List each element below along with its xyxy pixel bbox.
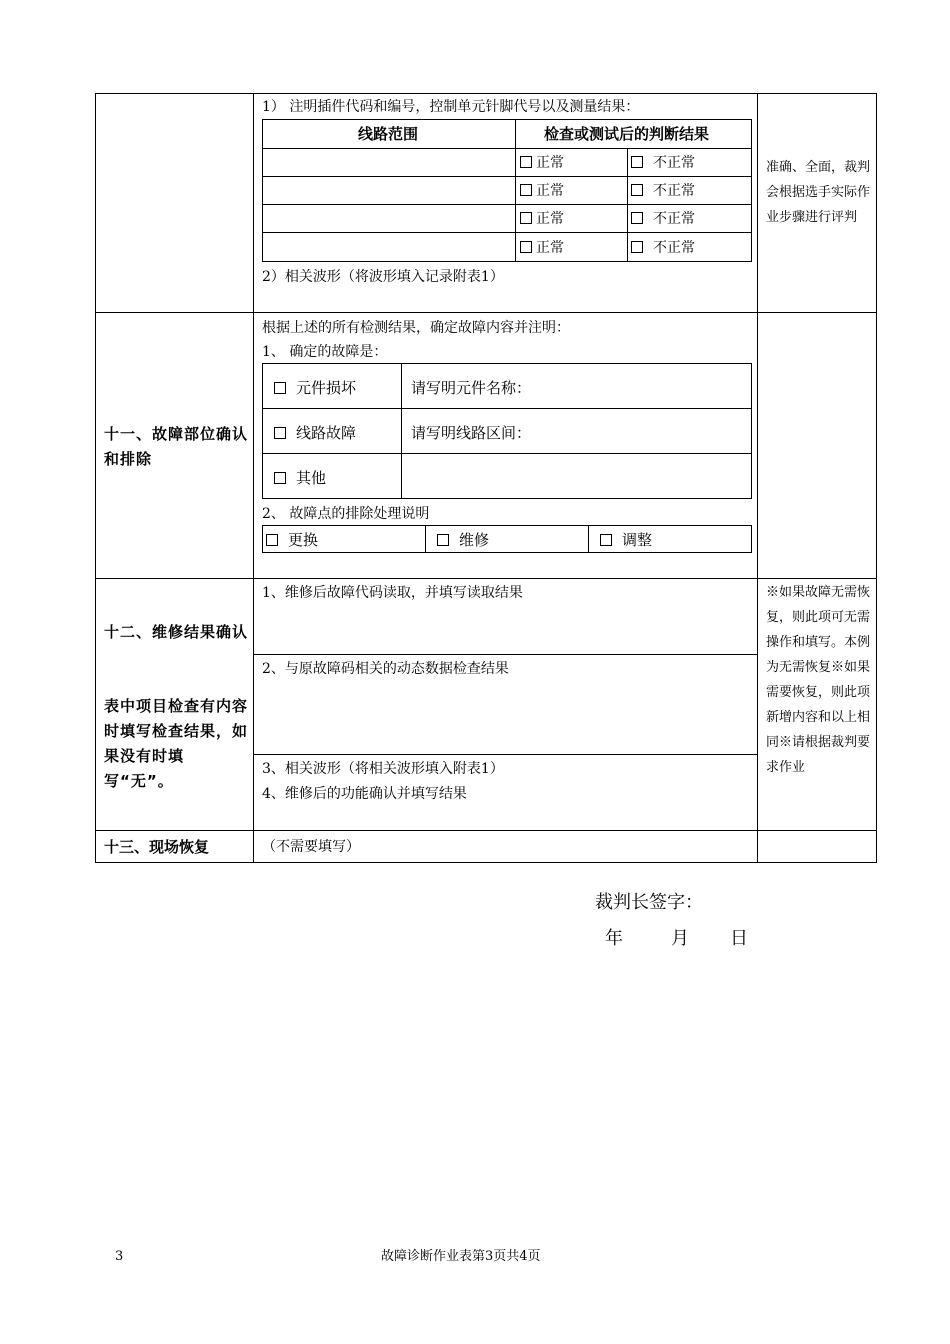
side-note-evaluation: 准确、全面，裁判会根据选手实际作业步骤进行评判 bbox=[766, 160, 871, 225]
side-note-restore: ※如果故障无需恢复，则此项可无需操作和填写。本例为无需恢复※如果需要恢复，则此项新增内容和以上相同※请根据裁判要求作业 bbox=[766, 585, 871, 775]
checkbox-adjust[interactable]: 调整 bbox=[600, 531, 652, 549]
row-divider bbox=[95, 312, 877, 313]
checkbox-icon bbox=[437, 534, 449, 546]
table-border-bottom bbox=[95, 862, 877, 863]
table-border-left bbox=[95, 93, 96, 863]
referee-signature-label: 裁判长签字： bbox=[595, 892, 703, 913]
section-13-label: 十三、现场恢复 bbox=[104, 838, 210, 856]
table-border-right bbox=[876, 93, 877, 863]
wiring-note: 1） 注明插件代码和编号，控制单元针脚代号以及测量结果： bbox=[262, 99, 640, 115]
checkbox-abnormal[interactable]: 不正常 bbox=[631, 210, 695, 228]
row-divider bbox=[95, 830, 877, 831]
checkbox-normal[interactable]: 正常 bbox=[520, 210, 564, 228]
section-11-sub1: 1、 确定的故障是： bbox=[262, 344, 388, 360]
section-11-sub2: 2、 故障点的排除处理说明 bbox=[262, 506, 430, 522]
wiring-range-field[interactable]: 请写明线路区间： bbox=[411, 424, 532, 442]
date-year: 年 bbox=[605, 928, 623, 949]
checkbox-normal[interactable]: 正常 bbox=[520, 182, 564, 200]
checkbox-repair[interactable]: 维修 bbox=[437, 531, 489, 549]
section-12-label-note: 表中项目检查有内容时填写检查结果，如果没有时填写“无”。 bbox=[104, 697, 249, 790]
column-divider bbox=[757, 93, 758, 863]
checkbox-wiring-fault[interactable]: 线路故障 bbox=[274, 424, 356, 442]
checkbox-component-damage[interactable]: 元件损坏 bbox=[274, 379, 356, 397]
section-11-intro: 根据上述的所有检测结果，确定故障内容并注明： bbox=[262, 320, 570, 336]
checkbox-icon bbox=[520, 184, 532, 196]
row-divider bbox=[253, 654, 758, 655]
section-11-label: 十一、故障部位确认和排除 bbox=[104, 425, 249, 468]
column-divider bbox=[253, 93, 254, 863]
checkbox-normal[interactable]: 正常 bbox=[520, 154, 564, 172]
date-day: 日 bbox=[730, 928, 748, 949]
checkbox-icon bbox=[266, 534, 278, 546]
section-12-label: 十二、维修结果确认 bbox=[104, 623, 249, 641]
checkbox-abnormal[interactable]: 不正常 bbox=[631, 154, 695, 172]
checkbox-icon bbox=[274, 472, 286, 484]
table-border-top bbox=[95, 93, 877, 94]
checkbox-other[interactable]: 其他 bbox=[274, 469, 326, 487]
section-12-item1: 1、维修后故障代码读取，并填写读取结果 bbox=[262, 585, 523, 601]
checkbox-icon bbox=[631, 212, 643, 224]
checkbox-abnormal[interactable]: 不正常 bbox=[631, 239, 695, 257]
row-divider bbox=[95, 578, 877, 579]
date-month: 月 bbox=[671, 928, 689, 949]
section-12-item4: 4、维修后的功能确认并填写结果 bbox=[262, 786, 467, 802]
checkbox-abnormal[interactable]: 不正常 bbox=[631, 182, 695, 200]
row-divider bbox=[253, 754, 758, 755]
header-judgment: 检查或测试后的判断结果 bbox=[544, 125, 710, 143]
checkbox-icon bbox=[520, 212, 532, 224]
checkbox-icon bbox=[631, 184, 643, 196]
header-wiring-range: 线路范围 bbox=[358, 125, 419, 143]
checkbox-icon bbox=[274, 382, 286, 394]
checkbox-normal[interactable]: 正常 bbox=[520, 239, 564, 257]
section-13-content: （不需要填写） bbox=[262, 839, 360, 855]
checkbox-icon bbox=[631, 156, 643, 168]
checkbox-replace[interactable]: 更换 bbox=[266, 531, 318, 549]
waveform-note: 2）相关波形（将波形填入记录附表1） bbox=[262, 269, 504, 285]
checkbox-icon bbox=[274, 427, 286, 439]
component-name-field[interactable]: 请写明元件名称： bbox=[411, 379, 532, 397]
checkbox-icon bbox=[600, 534, 612, 546]
page-number: 3 bbox=[115, 1249, 124, 1264]
checkbox-icon bbox=[631, 241, 643, 253]
section-12-item2: 2、与原故障码相关的动态数据检查结果 bbox=[262, 661, 509, 677]
checkbox-icon bbox=[520, 241, 532, 253]
section-12-item3: 3、相关波形（将相关波形填入附表1） bbox=[262, 761, 504, 777]
checkbox-icon bbox=[520, 156, 532, 168]
footer-text: 故障诊断作业表第3页共4页 bbox=[381, 1249, 541, 1264]
